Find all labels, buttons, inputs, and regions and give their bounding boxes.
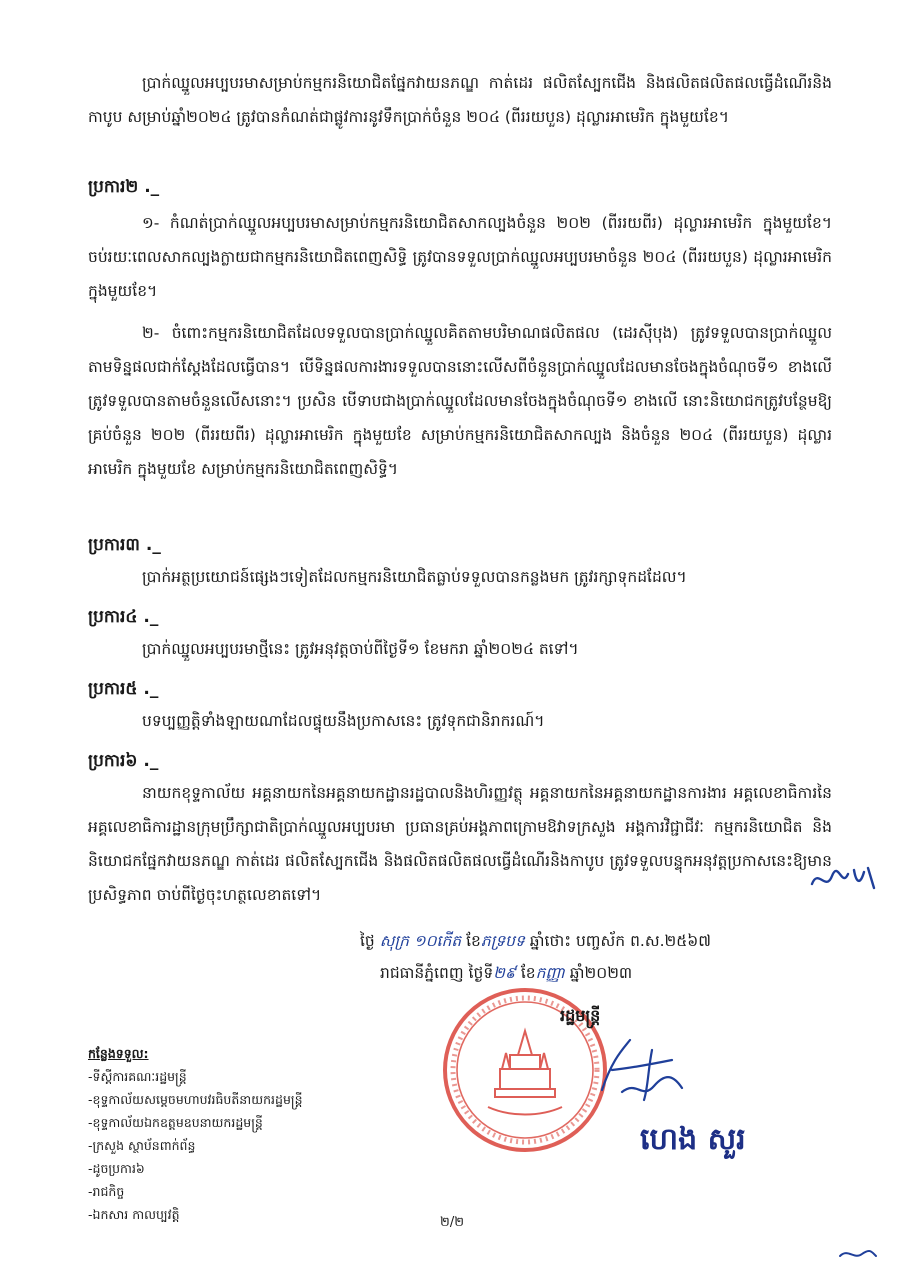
article-2-point-1: ១- កំណត់ប្រាក់ឈ្នួលអប្បបរមាសម្រាប់កម្មករនិយោជិតសាកល្បងចំនួន ២០២ (ពីររយពីរ) ដុល្លារអាមេរិក ក្នុងមួយខែ។ ចប់រយៈពេលសាកល្បងក្លាយជាកម្មករនិយោជិតពេញសិទ្ធិ ត្រូវបានទទួលប្រាក់ឈ្នួលអប្បបរមាចំនួន ២០៤ (ពីររយបួន) ដុល្លារអាមេរិក ក្នុងមួយខែ។ xyxy=(88,214,832,300)
civil-date-line: រាជធានីភ្នំពេញ ថ្ងៃទី២៩ ខែកញ្ញា ឆ្នាំ២០២៣ xyxy=(380,964,633,982)
date-day: ២៩ xyxy=(493,964,516,982)
recipients-title: កន្លែងទទួល: xyxy=(88,1046,149,1061)
article-4-heading: ប្រការ៤ ._ xyxy=(88,607,159,627)
lunar-day: សុក្រ ១០កើត xyxy=(379,932,462,950)
article-6-text: នាយកខុទ្ទកាល័យ អគ្គនាយកនៃអគ្គនាយកដ្ឋានរដ្ឋបាលនិងហិរញ្ញវត្ថុ អគ្គនាយកនៃអគ្គនាយកដ្ឋានការងារ អគ្គលេខាធិការនៃអគ្គលេខាធិការដ្ឋានក្រុមប្រឹក្សាជាតិប្រាក់ឈ្នួលអប្បបរមា ប្រធានគ្រប់អង្គភាពក្រោមឱវាទក្រសួង អង្គការវិជ្ជាជីវៈ កម្មករនិយោជិត និងនិយោជកផ្នែកវាយនភណ្ឌ កាត់ដេរ ផលិតស្បែកជើង និងផលិតផលិតផលធ្វើដំណើរនិងកាបូប ត្រូវទទួលបន្ទុកអនុវត្តប្រកាសនេះឱ្យមានប្រសិទ្ធភាព ចាប់ពីថ្ងៃចុះហត្ថលេខាតទៅ។ xyxy=(88,784,832,904)
article-3-heading: ប្រការ៣ ._ xyxy=(88,535,161,555)
list-item: -ដូចប្រការ៦ xyxy=(88,1161,145,1176)
article-6-heading: ប្រការ៦ ._ xyxy=(88,751,159,771)
page-number: ២/២ xyxy=(440,1215,465,1230)
list-item: -រាជកិច្ច xyxy=(88,1184,125,1199)
corner-initials-icon xyxy=(838,1244,878,1264)
list-item: -ខុទ្ទកាល័យឯកឧត្តមឧបនាយករដ្ឋមន្ត្រី xyxy=(88,1115,263,1130)
article-3-text: ប្រាក់អត្ថប្រយោជន៍ផ្សេងៗទៀតដែលកម្មករនិយោជិតធ្លាប់ទទួលបានកន្លងមក ត្រូវរក្សាទុកដដែល។ xyxy=(142,568,687,586)
article-2-heading: ប្រការ២ ._ xyxy=(88,177,160,197)
list-item: -ក្រសួង ស្ថាប័នពាក់ព័ន្ធ xyxy=(88,1138,196,1153)
article-4-text: ប្រាក់ឈ្នួលអប្បបរមាថ្មីនេះ ត្រូវអនុវត្តចាប់ពីថ្ងៃទី១ ខែមករា ឆ្នាំ២០២៤ តទៅ។ xyxy=(142,640,579,658)
lunar-month: ភទ្របទ xyxy=(480,932,525,950)
list-item: -ខុទ្ទកាល័យសម្តេចមហាបវរធិបតីនាយករដ្ឋមន្ត្រី xyxy=(88,1092,303,1107)
list-item: -ឯកសារ កាលប្បវត្តិ xyxy=(88,1207,180,1222)
intro-paragraph: ប្រាក់ឈ្នួលអប្បបរមាសម្រាប់កម្មករនិយោជិតផ្នែកវាយនភណ្ឌ កាត់ដេរ ផលិតស្បែកជើង និងផលិតផលិតផលធ្វើដំណើរនិងកាបូប សម្រាប់ឆ្នាំ២០២៤ ត្រូវបានកំណត់ជាផ្លូវការនូវទឹកប្រាក់ចំនួន ២០៤ (ពីររយបួន) ដុល្លារអាមេរិក ក្នុងមួយខែ។ xyxy=(88,74,832,126)
lunar-date-line: ថ្ងៃ សុក្រ ១០កើត ខែភទ្របទ ឆ្នាំថោះ បញ្ចស័ក ព.ស.២៥៦៧ xyxy=(360,932,711,950)
minister-name: ហេង សួរ xyxy=(640,1122,746,1157)
article-2-point-2: ២- ចំពោះកម្មករនិយោជិតដែលទទួលបានប្រាក់ឈ្នួលគិតតាមបរិមាណផលិតផល (ដេរស៊ីបុង) ត្រូវទទួលបានប្រាក់ឈ្នួលតាមទិន្នផលជាក់ស្តែងដែលធ្វើបាន។ បើទិន្នផលការងារទទួលបាននោះលើសពីចំនួនប្រាក់ឈ្នួលដែលមានចែងក្នុងចំណុចទី១ ខាងលើ ត្រូវទទួលបានតាមចំនួនលើសនោះ។ ប្រសិន បើទាបជាងប្រាក់ឈ្នួលដែលមានចែងក្នុងចំណុចទី១ ខាងលើ នោះនិយោជកត្រូវបន្ថែមឱ្យគ្រប់ចំនួន ២០២ (ពីររយពីរ) ដុល្លារអាមេរិក ក្នុងមួយខែ សម្រាប់កម្មករនិយោជិតសាកល្បង និងចំនួន ២០៤ (ពីររយបួន) ដុល្លារអាមេរិក ក្នុងមួយខែ សម្រាប់កម្មករនិយោជិតពេញសិទ្ធិ។ xyxy=(88,324,832,478)
recipients-list xyxy=(88,1042,303,1226)
date-month: កញ្ញា xyxy=(535,964,565,982)
list-item: -ទីស្តីការគណៈរដ្ឋមន្ត្រី xyxy=(88,1069,187,1084)
initials-signature-icon xyxy=(808,862,878,898)
minister-signature-icon xyxy=(582,1030,702,1110)
article-5-heading: ប្រការ៥ ._ xyxy=(88,679,159,699)
minister-title: រដ្ឋមន្ត្រី xyxy=(560,1006,601,1025)
article-5-text: បទប្បញ្ញត្តិទាំងឡាយណាដែលផ្ទុយនឹងប្រកាសនេះ ត្រូវទុកជានិរាករណ៍។ xyxy=(142,712,545,730)
